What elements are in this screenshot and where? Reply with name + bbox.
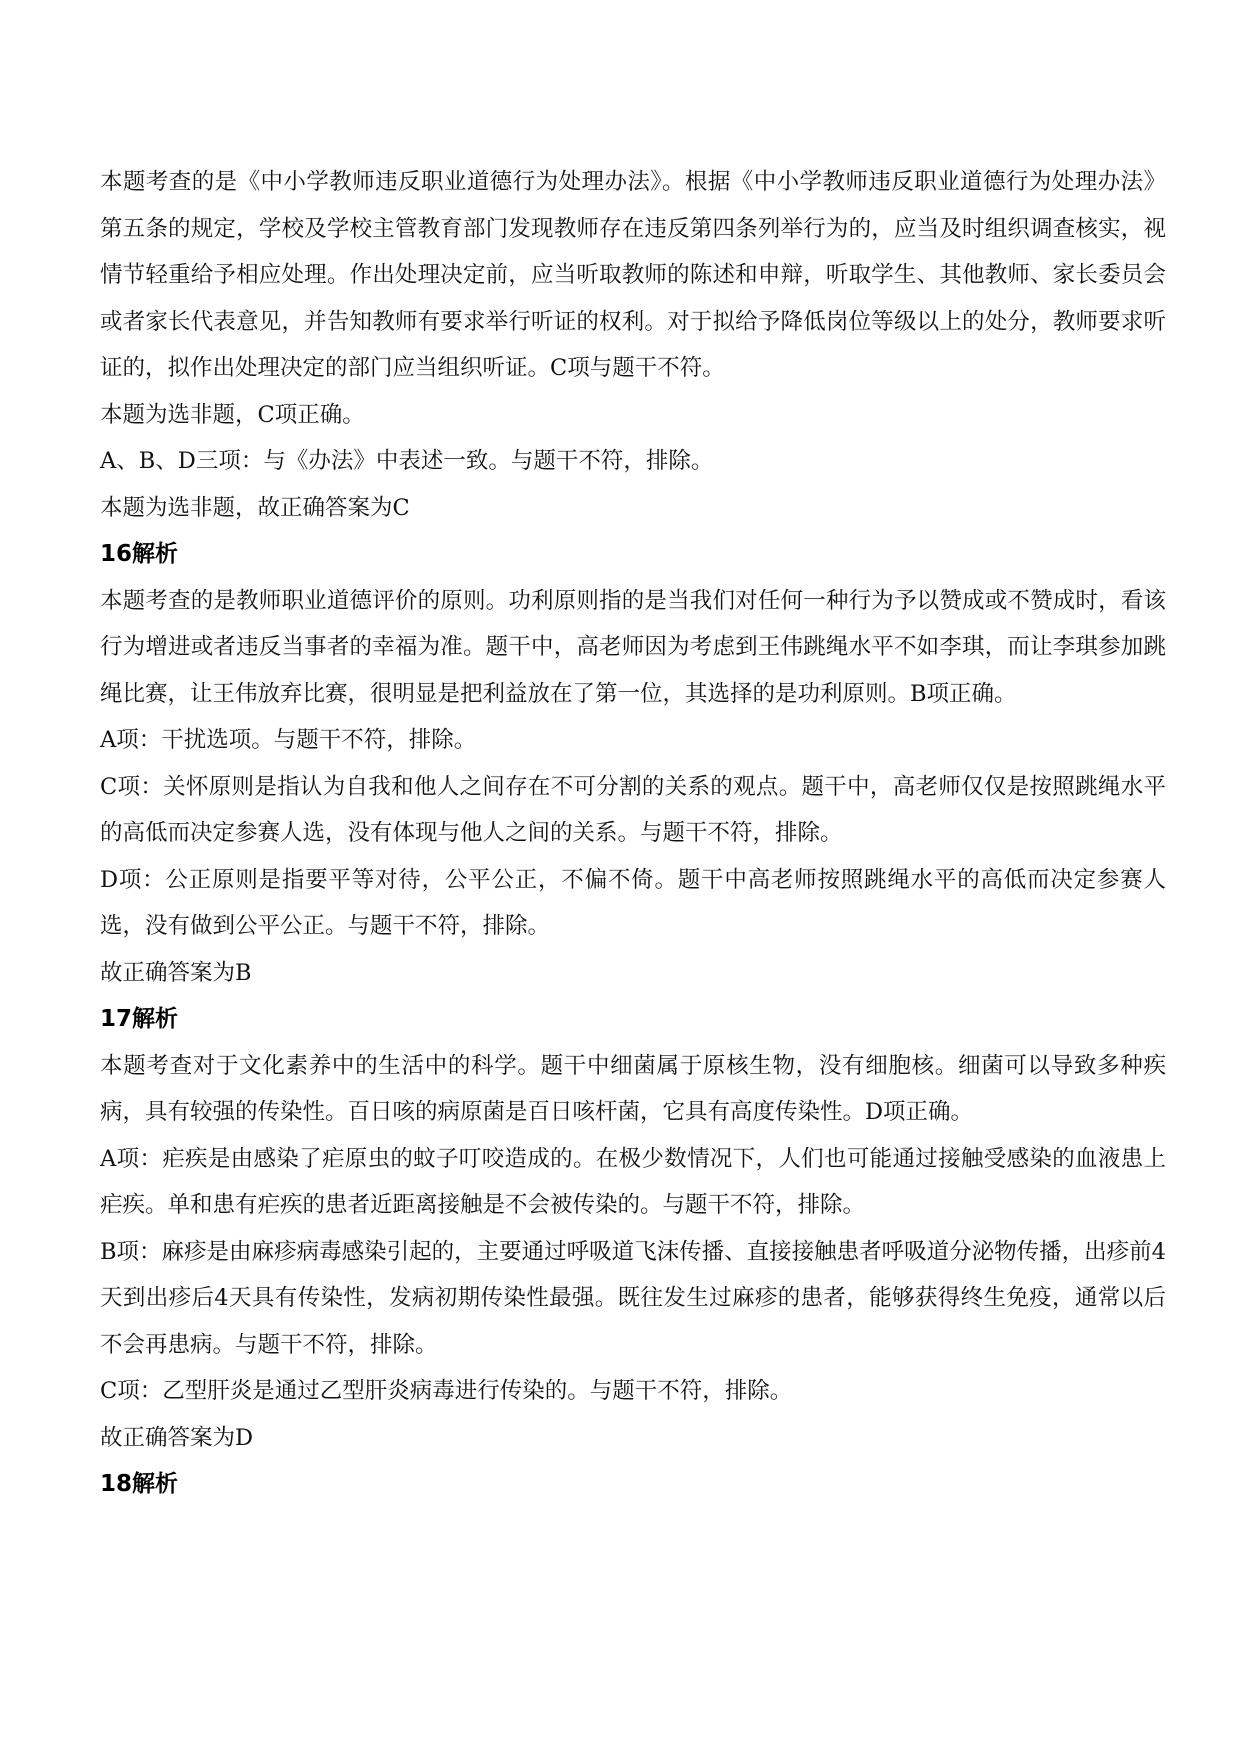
paragraph: D项：公正原则是指要平等对待，公平公正，不偏不倚。题干中高老师按照跳绳水平的高低而决定参赛人选，没有做到公平公正。与题干不符，排除。 bbox=[100, 866, 1166, 939]
section-heading: 16解析 bbox=[100, 541, 179, 567]
document-body bbox=[100, 159, 1166, 1508]
section-heading: 17解析 bbox=[100, 1006, 179, 1032]
paragraph: C项：乙型肝炎是通过乙型肝炎病毒进行传染的。与题干不符，排除。 bbox=[100, 1378, 793, 1404]
paragraph: A、B、D三项：与《办法》中表述一致。与题干不符，排除。 bbox=[100, 448, 714, 474]
section-heading: 18解析 bbox=[100, 1471, 179, 1497]
paragraph: 本题为选非题，C项正确。 bbox=[100, 401, 365, 428]
paragraph: C项：关怀原则是指认为自我和他人之间存在不可分割的关系的观点。题干中，高老师仅仅是按照跳绳水平的高低而决定参赛人选，没有体现与他人之间的关系。与题干不符，排除。 bbox=[100, 773, 1166, 846]
answer-line: 本题为选非题，故正确答案为C bbox=[100, 494, 410, 521]
paragraph: 本题考查的是教师职业道德评价的原则。功利原则指的是当我们对任何一种行为予以赞成或不赞成时，看该行为增进或者违反当事者的幸福为准。题干中，高老师因为考虑到王伟跳绳水平不如李琪，而让李琪参加跳绳比赛，让王伟放弃比赛，很明显是把利益放在了第一位，其选择的是功利原则。B项正确。 bbox=[100, 587, 1166, 707]
paragraph: A项：疟疾是由感染了疟原虫的蚊子叮咬造成的。在极少数情况下，人们也可能通过接触受感染的血液患上疟疾。单和患有疟疾的患者近距离接触是不会被传染的。与题干不符，排除。 bbox=[100, 1145, 1166, 1218]
paragraph: B项：麻疹是由麻疹病毒感染引起的，主要通过呼吸道飞沫传播、直接接触患者呼吸道分泌物传播，出疹前4天到出疹后4天具有传染性，发病初期传染性最强。既往发生过麻疹的患者，能够获得终生免疫，通常以后不会再患病。与题干不符，排除。 bbox=[100, 1238, 1166, 1358]
paragraph: 本题考查对于文化素养中的生活中的科学。题干中细菌属于原核生物，没有细胞核。细菌可以导致多种疾病，具有较强的传染性。百日咳的病原菌是百日咳杆菌，它具有高度传染性。D项正确。 bbox=[100, 1052, 1166, 1125]
paragraph: 本题考查的是《中小学教师违反职业道德行为处理办法》。根据《中小学教师违反职业道德行为处理办法》第五条的规定，学校及学校主管教育部门发现教师存在违反第四条列举行为的，应当及时组织调查核实，视情节轻重给予相应处理。作出处理决定前，应当听取教师的陈述和申辩，听取学生、其他教师、家长委员会或者家长代表意见，并告知教师有要求举行听证的权利。对于拟给予降低岗位等级以上的处分，教师要求听证的，拟作出处理决定的部门应当组织听证。C项与题干不符。 bbox=[100, 169, 1166, 381]
paragraph: A项：干扰选项。与题干不符，排除。 bbox=[100, 727, 477, 753]
answer-line: 故正确答案为B bbox=[100, 959, 252, 986]
answer-line: 故正确答案为D bbox=[100, 1424, 254, 1451]
